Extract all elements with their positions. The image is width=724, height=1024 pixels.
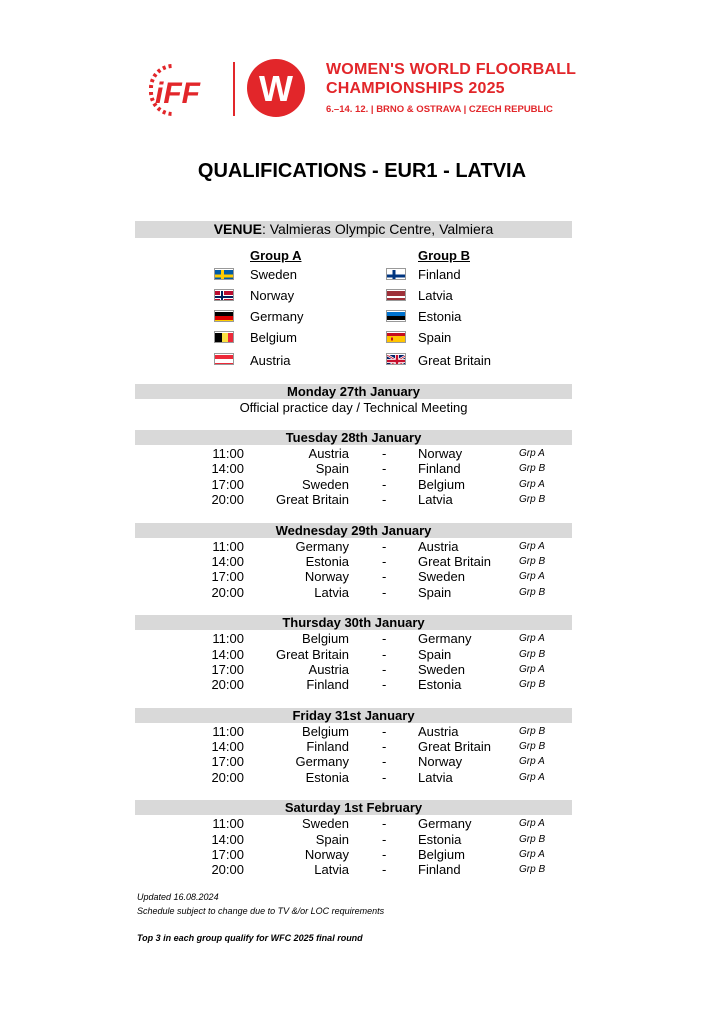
away-team: Norway xyxy=(418,446,463,461)
away-team: Great Britain xyxy=(418,554,491,569)
match-group: Grp B xyxy=(519,649,546,660)
match-group: Grp B xyxy=(519,587,546,598)
away-team: Sweden xyxy=(418,662,465,677)
match-time: 17:00 xyxy=(211,569,244,584)
match-separator: - xyxy=(382,569,387,584)
group-b-team: Estonia xyxy=(418,309,462,324)
home-team: Austria xyxy=(308,662,349,677)
home-team: Spain xyxy=(315,461,349,476)
home-team: Latvia xyxy=(314,862,349,877)
great-britain-flag-icon xyxy=(386,353,406,365)
match-time: 17:00 xyxy=(211,847,244,862)
iff-logo xyxy=(145,58,225,118)
match-time: 20:00 xyxy=(211,492,244,507)
match-separator: - xyxy=(382,754,387,769)
logo-divider xyxy=(233,62,235,116)
match-separator: - xyxy=(382,631,387,646)
match-time: 17:00 xyxy=(211,662,244,677)
match-row xyxy=(135,461,572,476)
match-group: Grp A xyxy=(519,571,545,582)
match-separator: - xyxy=(382,662,387,677)
away-team: Latvia xyxy=(418,770,453,785)
match-time: 20:00 xyxy=(211,677,244,692)
home-team: Great Britain xyxy=(276,492,349,507)
match-group: Grp B xyxy=(519,679,546,690)
home-team: Sweden xyxy=(302,477,349,492)
match-group: Grp B xyxy=(519,463,546,474)
group-b-team: Latvia xyxy=(418,288,453,303)
match-time: 20:00 xyxy=(211,585,244,600)
venue-value: : Valmieras Olympic Centre, Valmiera xyxy=(261,221,494,237)
iff-logo-text: iFF xyxy=(155,77,200,110)
match-separator: - xyxy=(382,477,387,492)
match-row xyxy=(135,554,572,569)
match-row xyxy=(135,739,572,754)
sweden-flag-icon xyxy=(214,268,234,280)
match-row xyxy=(135,662,572,677)
match-separator: - xyxy=(382,446,387,461)
match-row xyxy=(135,647,572,662)
away-team: Sweden xyxy=(418,569,465,584)
home-team: Sweden xyxy=(302,816,349,831)
norway-flag-icon xyxy=(214,289,234,301)
match-time: 11:00 xyxy=(212,446,244,461)
match-group: Grp A xyxy=(519,448,545,459)
event-title: WOMEN'S WORLD FLOORBALL CHAMPIONSHIPS 2025 xyxy=(326,61,576,97)
away-team: Finland xyxy=(418,461,461,476)
austria-flag-icon xyxy=(214,353,234,365)
away-team: Latvia xyxy=(418,492,453,507)
match-group: Grp B xyxy=(519,864,546,875)
match-row xyxy=(135,585,572,600)
away-team: Austria xyxy=(418,724,459,739)
match-group: Grp A xyxy=(519,541,545,552)
event-subtitle: 6.–14. 12. | BRNO & OSTRAVA | CZECH REPUBLIC xyxy=(326,104,553,115)
group-a-team: Norway xyxy=(250,288,295,303)
match-group: Grp A xyxy=(519,756,545,767)
home-team: Latvia xyxy=(314,585,349,600)
match-time: 14:00 xyxy=(211,832,244,847)
day-heading: Thursday 30th January xyxy=(135,615,572,630)
match-row xyxy=(135,832,572,847)
group-a-team: Germany xyxy=(250,309,304,324)
qualification-note: Top 3 in each group qualify for WFC 2025 final round xyxy=(137,933,363,943)
match-separator: - xyxy=(382,862,387,877)
match-row xyxy=(135,816,572,831)
match-time: 14:00 xyxy=(211,554,244,569)
match-time: 14:00 xyxy=(211,647,244,662)
match-group: Grp B xyxy=(519,556,546,567)
match-row xyxy=(135,724,572,739)
match-group: Grp A xyxy=(519,479,545,490)
schedule-notice: Schedule subject to change due to TV &/or LOC requirements xyxy=(137,906,385,916)
home-team: Estonia xyxy=(305,770,349,785)
day-heading: Friday 31st January xyxy=(135,708,572,723)
away-team: Spain xyxy=(418,585,452,600)
match-separator: - xyxy=(382,816,387,831)
away-team: Germany xyxy=(418,816,472,831)
match-separator: - xyxy=(382,461,387,476)
match-time: 11:00 xyxy=(212,539,244,554)
group-b-team: Finland xyxy=(418,267,461,282)
away-team: Belgium xyxy=(418,847,465,862)
match-row xyxy=(135,569,572,584)
venue-label: VENUE xyxy=(213,221,262,237)
match-row xyxy=(135,862,572,877)
match-group: Grp A xyxy=(519,633,545,644)
home-team: Finland xyxy=(306,739,349,754)
match-time: 17:00 xyxy=(211,754,244,769)
group-b-team: Great Britain xyxy=(418,353,491,368)
match-time: 11:00 xyxy=(212,724,244,739)
match-separator: - xyxy=(382,647,387,662)
day-heading: Wednesday 29th January xyxy=(135,523,572,538)
match-separator: - xyxy=(382,554,387,569)
updated-note: Updated 16.08.2024 xyxy=(137,892,219,902)
day-heading: Tuesday 28th January xyxy=(135,430,572,445)
group-a-team: Belgium xyxy=(250,330,297,345)
match-row xyxy=(135,477,572,492)
day-heading: Monday 27th January xyxy=(135,384,572,399)
match-separator: - xyxy=(382,847,387,862)
match-time: 17:00 xyxy=(211,477,244,492)
away-team: Norway xyxy=(418,754,463,769)
germany-flag-icon xyxy=(214,310,234,322)
match-time: 11:00 xyxy=(212,816,244,831)
spain-flag-icon xyxy=(386,331,406,343)
match-separator: - xyxy=(382,739,387,754)
away-team: Germany xyxy=(418,631,472,646)
match-row xyxy=(135,754,572,769)
group-a-team: Sweden xyxy=(250,267,297,282)
home-team: Spain xyxy=(315,832,349,847)
match-separator: - xyxy=(382,539,387,554)
wfc-logo xyxy=(245,58,307,118)
match-group: Grp B xyxy=(519,726,546,737)
away-team: Estonia xyxy=(418,677,462,692)
match-row xyxy=(135,677,572,692)
match-row xyxy=(135,446,572,461)
match-group: Grp A xyxy=(519,664,545,675)
group-b-team: Spain xyxy=(418,330,452,345)
away-team: Great Britain xyxy=(418,739,491,754)
wfc-logo-letter: W xyxy=(259,68,293,109)
match-separator: - xyxy=(382,585,387,600)
match-group: Grp A xyxy=(519,818,545,829)
match-time: 14:00 xyxy=(211,739,244,754)
header-logos xyxy=(145,58,575,118)
match-row xyxy=(135,631,572,646)
match-group: Grp B xyxy=(519,494,546,505)
group-a-team: Austria xyxy=(250,353,291,368)
estonia-flag-icon xyxy=(386,310,406,322)
away-team: Spain xyxy=(418,647,452,662)
latvia-flag-icon xyxy=(386,289,406,301)
match-time: 14:00 xyxy=(211,461,244,476)
match-row xyxy=(135,539,572,554)
match-separator: - xyxy=(382,677,387,692)
away-team: Belgium xyxy=(418,477,465,492)
home-team: Austria xyxy=(308,446,349,461)
match-group: Grp B xyxy=(519,741,546,752)
match-row xyxy=(135,492,572,507)
home-team: Norway xyxy=(304,569,349,584)
match-separator: - xyxy=(382,832,387,847)
day-heading: Saturday 1st February xyxy=(135,800,572,815)
match-separator: - xyxy=(382,724,387,739)
belgium-flag-icon xyxy=(214,331,234,343)
away-team: Finland xyxy=(418,862,461,877)
match-separator: - xyxy=(382,492,387,507)
match-group: Grp B xyxy=(519,834,546,845)
group-a-heading: Group A xyxy=(250,248,302,263)
away-team: Austria xyxy=(418,539,459,554)
match-row xyxy=(135,770,572,785)
home-team: Belgium xyxy=(302,631,349,646)
group-b-heading: Group B xyxy=(418,248,470,263)
away-team: Estonia xyxy=(418,832,462,847)
home-team: Germany xyxy=(295,539,349,554)
finland-flag-icon xyxy=(386,268,406,280)
home-team: Finland xyxy=(306,677,349,692)
match-group: Grp A xyxy=(519,849,545,860)
match-time: 20:00 xyxy=(211,862,244,877)
home-team: Great Britain xyxy=(276,647,349,662)
page-title: QUALIFICATIONS - EUR1 - LATVIA xyxy=(197,160,527,182)
day-note: Official practice day / Technical Meeting xyxy=(239,400,468,415)
home-team: Belgium xyxy=(302,724,349,739)
home-team: Estonia xyxy=(305,554,349,569)
match-separator: - xyxy=(382,770,387,785)
match-group: Grp A xyxy=(519,772,545,783)
match-time: 20:00 xyxy=(211,770,244,785)
match-time: 11:00 xyxy=(212,631,244,646)
match-row xyxy=(135,847,572,862)
venue-bar xyxy=(135,221,572,238)
home-team: Germany xyxy=(295,754,349,769)
home-team: Norway xyxy=(304,847,349,862)
